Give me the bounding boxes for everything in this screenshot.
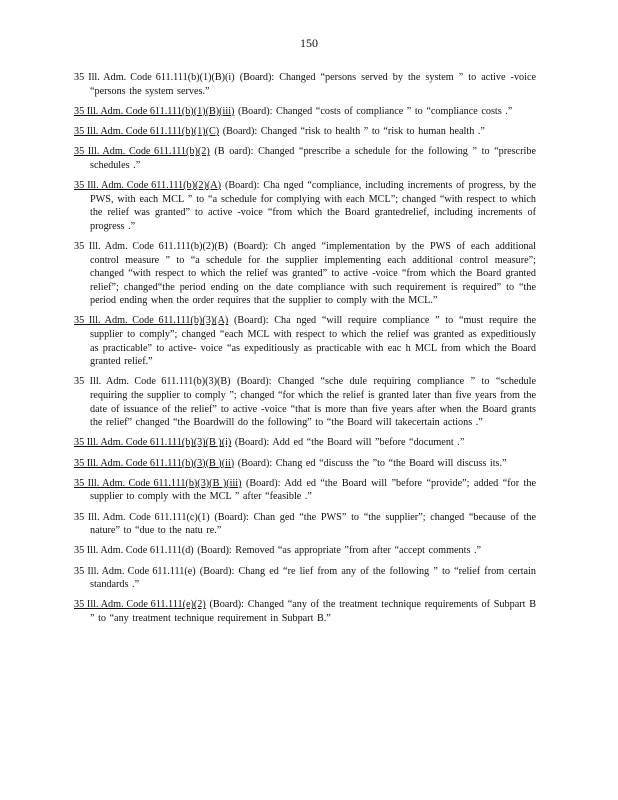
amendment-entry (74, 105, 536, 119)
amendment-description: (Board): Cha nged “compliance, including increments of progress, by the PWS, with each MCL ” to “a schedule for complying with each MCL”; changed “with respect to which the relief was granted” to active -voice “from which the Board grantedrelief, including increments of progress .” (90, 179, 536, 232)
amendment-description: (Board): Chang ed “discuss the ”to “the Board will discuss its.” (234, 457, 507, 469)
amendment-entry (74, 565, 536, 592)
amendment-description: (Board): Changed “any of the treatment technique requirements of Subpart B ” to “any treatment technique requirement in Subpart B.” (90, 599, 536, 624)
code-citation: 35 Ill. Adm. Code 611.111(b)(2)(A) (74, 179, 222, 191)
amendment-entry (74, 240, 536, 308)
amendment-description: (Board): Chang ed “re lief from any of the following ” to “relief from certain standards .” (90, 565, 536, 591)
amendment-entry (74, 436, 536, 450)
amendment-entry (74, 477, 536, 504)
amendment-entry (74, 314, 536, 368)
amendment-description: (Board): Chan ged “the PWS” to “the supplier”; changed “because of the nature” to “due to the natu re.” (90, 511, 537, 537)
code-citation: 35 Ill. Adm. Code 611.111(b)(1)(B)(i) (74, 72, 235, 83)
code-citation: 35 Ill. Adm. Code 611.111(c)(1) (74, 511, 210, 523)
code-citation: 35 Ill. Adm. Code 611.111(b)(2)(B) (74, 240, 228, 252)
amendment-entry (74, 544, 536, 558)
amendment-description: (Board): Changed “costs of compliance ” to “compliance costs .” (234, 105, 513, 117)
code-citation: 35 Ill. Adm. Code 611.111(b)(3)(A) (74, 315, 229, 327)
code-citation: 35 Ill. Adm. Code 611.111(b)(1)(B)(iii) (74, 105, 235, 117)
amendment-entry (74, 457, 536, 471)
code-citation: 35 Ill. Adm. Code 611.111(b)(2) (74, 146, 210, 158)
page-number: 150 (300, 36, 318, 50)
amendment-description: (Board): Changed “risk to health ” to “risk to human health .” (219, 125, 485, 137)
amendment-description: (Board): Cha nged “will require compliance ” to “must require the supplier to comply”; changed “each MCL with respect to which the relief was granted as expeditiously as practicable” to active- voice “as expeditiously as practicable with eac h MCL from which the Board granted relief.” (90, 315, 536, 368)
amendment-description: (Board): Ch anged “implementation by the PWS of each additional control measure ” to “a schedule for the supplier implementing each additional control measure”; changed “with respect to which the relief was granted” to active -voice “from which the Board granted relief”; changed“the period ending on the date compliance with such requirement is required” to “the period ending when the order requires that the supplier to comply with the MCL.” (90, 240, 537, 307)
amendment-entry (74, 125, 536, 139)
code-citation: 35 Ill. Adm. Code 611.111(d) (74, 545, 194, 557)
amendment-description: (Board): Removed “as appropriate ”from after “accept comments .” (193, 545, 482, 557)
code-citation: 35 Ill. Adm. Code 611.111(e) (74, 565, 196, 577)
code-citation: 35 Ill. Adm. Code 611.111(b)(3)(B )(ii) (74, 457, 235, 469)
code-citation: 35 Ill. Adm. Code 611.111(b)(1)(C) (74, 125, 220, 137)
code-citation: 35 Ill. Adm. Code 611.111(e)(2) (74, 599, 206, 611)
code-citation: 35 Ill. Adm. Code 611.111(b)(3)(B) (74, 376, 231, 388)
amendment-entry (74, 375, 536, 429)
amendment-entry (74, 145, 536, 172)
amendment-entry (74, 71, 536, 98)
amendment-description: (B oard): Changed “prescribe a schedule for the following ” to “prescribe schedules .” (90, 146, 536, 171)
code-citation: 35 Ill. Adm. Code 611.111(b)(3)(B )(i) (74, 437, 232, 449)
amendment-entry (74, 511, 536, 538)
amendment-entry (74, 598, 536, 625)
amendment-description: (Board): Add ed “the Board will ”before “provide”; added “for the supplier to comply with the MCL ” after “feasible .” (90, 477, 536, 503)
amendment-description: (Board): Changed “sche dule requiring compliance ” to “schedule requiring the supplier to comply ”; changed “for which the relief is granted later than five years from the date of issuance of the relief” to active -voice “that is more than five years after when the Board grants the relief” changed “the Boardwill do the following” to “the Board will takecertain actions .” (90, 376, 536, 429)
code-citation: 35 Ill. Adm. Code 611.111(b)(3)(B )(iii) (74, 477, 242, 489)
amendment-list (74, 71, 536, 632)
amendment-description: (Board): Add ed “the Board will ”before “document .” (231, 437, 465, 449)
amendment-description: (Board): Changed “persons served by the system ” to active -voice “persons the system serves.” (90, 72, 537, 97)
amendment-entry (74, 179, 536, 233)
